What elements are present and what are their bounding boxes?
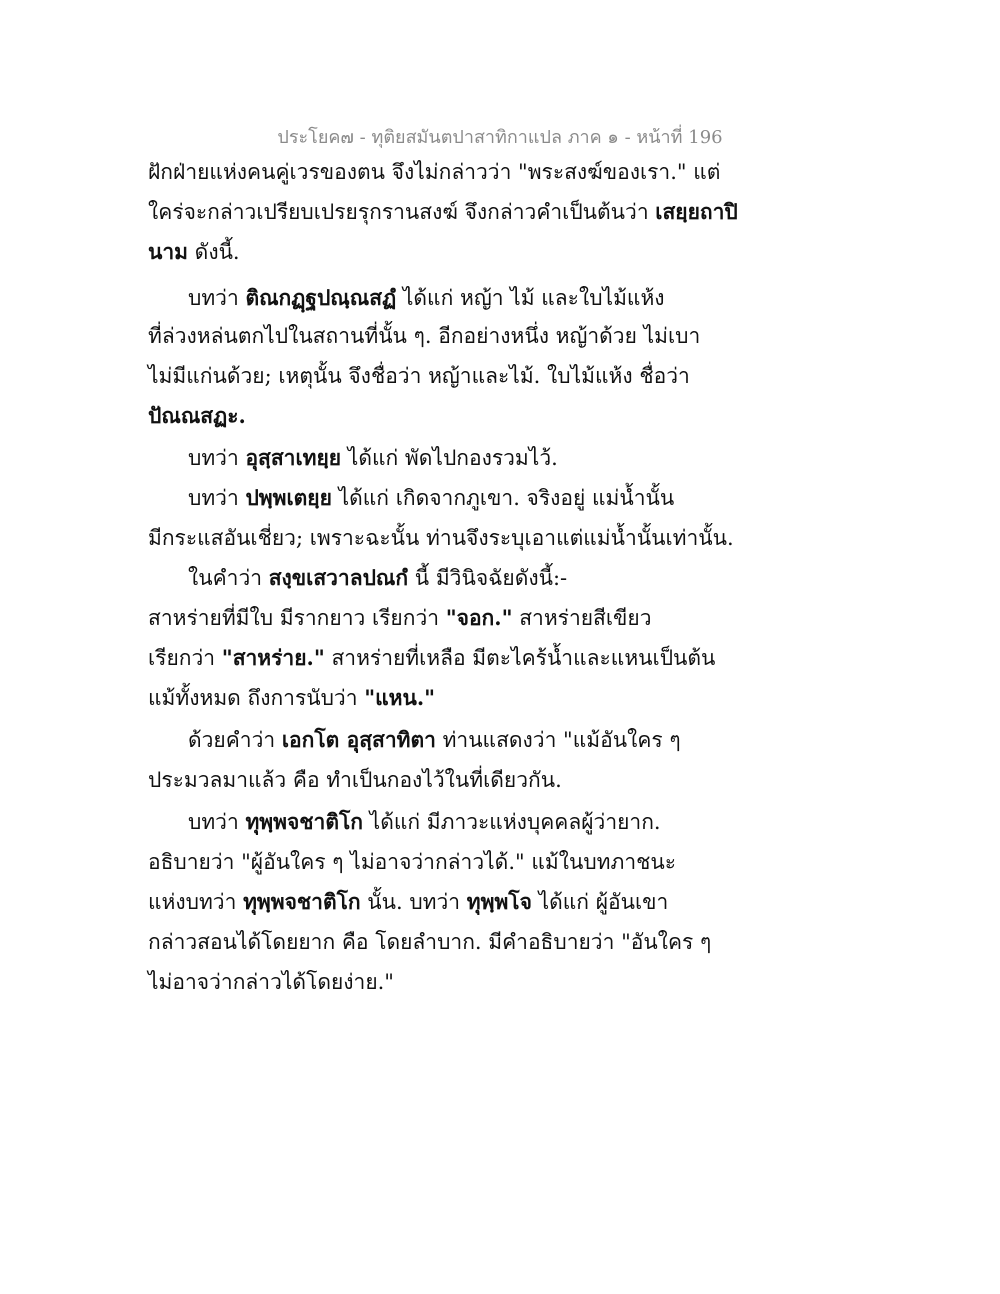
text-line	[188, 726, 681, 754]
text-segment: บทว่า	[188, 486, 246, 510]
text-line	[188, 444, 558, 472]
text-segment: ดังนี้.	[188, 240, 240, 264]
text-segment: ประมวลมาแล้ว คือ ทำเป็นกองไว้ในที่เดียวกัน.	[148, 768, 562, 792]
text-line	[188, 564, 567, 592]
bold-term: อุสฺสาเทยฺย	[245, 445, 342, 470]
text-segment: กล่าวสอนได้โดยยาก คือ โดยลำบาก. มีคำอธิบายว่า "อันใคร ๆ	[148, 930, 712, 954]
text-segment: บทว่า	[188, 810, 246, 834]
bold-term: สงฺขเสวาลปณกํ	[268, 565, 409, 590]
text-line	[148, 766, 562, 794]
text-line	[148, 644, 715, 672]
text-segment: ไม่อาจว่ากล่าวได้โดยง่าย."	[148, 970, 394, 994]
bold-term: ปัณณสฏะ.	[148, 403, 246, 428]
text-line	[148, 888, 668, 916]
text-line	[188, 284, 665, 312]
text-segment: ท่านแสดงว่า "แม้อันใคร ๆ	[435, 728, 681, 752]
text-segment: ใคร่จะกล่าวเปรียบเปรยรุกรานสงฆ์ จึงกล่าวคำเป็นต้นว่า	[148, 200, 656, 224]
text-line	[148, 198, 738, 226]
page-header: ประโยค๗ - ทุติยสมันตปาสาทิกาแปล ภาค ๑ - หน้าที่ 196	[277, 127, 723, 148]
text-segment: ฝักฝ่ายแห่งคนคู่เวรของตน จึงไม่กล่าวว่า "พระสงฆ์ของเรา." แต่	[148, 160, 721, 184]
text-segment: ได้แก่ พัดไปกองรวมไว้.	[341, 446, 558, 470]
text-segment: สาหร่ายที่มีใบ มีรากยาว เรียกว่า	[148, 606, 446, 630]
bold-term: เอกโต อุสฺสาทิตา	[281, 727, 436, 752]
text-line	[148, 158, 720, 186]
text-segment: ได้แก่ ผู้อันเขา	[531, 890, 669, 914]
bold-term: "สาหร่าย."	[221, 645, 325, 670]
text-segment: บทว่า	[188, 446, 246, 470]
bold-term: ปพฺพเตยฺย	[245, 485, 332, 510]
text-segment: ไม่มีแก่นด้วย; เหตุนั้น จึงชื่อว่า หญ้าและไม้. ใบไม้แห้ง ชื่อว่า	[148, 364, 690, 388]
text-segment: นั้น. บทว่า	[360, 890, 467, 914]
text-segment: นี้ มีวินิจฉัยดังนี้:-	[408, 566, 568, 590]
text-segment: สาหร่ายที่เหลือ มีตะไคร้น้ำและแหนเป็นต้น	[324, 646, 716, 670]
text-line	[148, 238, 240, 266]
bold-term: ติณกฏฺฐปณฺณสฏํ	[245, 285, 397, 310]
text-segment: แม้ทั้งหมด ถึงการนับว่า	[148, 686, 365, 710]
text-line	[148, 848, 676, 876]
text-line	[148, 362, 690, 390]
text-segment: ด้วยคำว่า	[188, 728, 282, 752]
text-line	[148, 322, 700, 350]
bold-term: "จอก."	[445, 605, 513, 630]
text-segment: ในคำว่า	[188, 566, 269, 590]
text-line	[188, 808, 661, 836]
text-segment: ได้แก่ เกิดจากภูเขา. จริงอยู่ แม่น้ำนั้น	[331, 486, 675, 510]
text-line	[148, 928, 711, 956]
text-segment: แห่งบทว่า	[148, 890, 244, 914]
text-segment: ที่ล่วงหล่นตกไปในสถานที่นั้น ๆ. อีกอย่างหนึ่ง หญ้าด้วย ไม่เบา	[148, 324, 701, 348]
bold-term: ทุพฺพจชาติโก	[243, 889, 361, 914]
text-line	[148, 524, 734, 552]
text-segment: มีกระแสอันเชี่ยว; เพราะฉะนั้น ท่านจึงระบุเอาแต่แม่น้ำนั้นเท่านั้น.	[148, 526, 734, 550]
text-segment: เรียกว่า	[148, 646, 222, 670]
text-segment: ได้แก่ มีภาวะแห่งบุคคลผู้ว่ายาก.	[362, 810, 661, 834]
text-line	[148, 684, 435, 712]
text-segment: ได้แก่ หญ้า ไม้ และใบไม้แห้ง	[396, 286, 665, 310]
text-line	[188, 484, 674, 512]
text-segment: บทว่า	[188, 286, 246, 310]
bold-term: นาม	[148, 239, 188, 264]
bold-term: เสยฺยถาปิ	[655, 199, 738, 224]
bold-term: ทุพฺพโจ	[466, 889, 532, 914]
text-segment: อธิบายว่า "ผู้อันใคร ๆ ไม่อาจว่ากล่าวได้." แม้ในบทภาชนะ	[148, 850, 677, 874]
text-line	[148, 968, 394, 996]
bold-term: ทุพฺพจชาติโก	[245, 809, 363, 834]
text-segment: สาหร่ายสีเขียว	[512, 606, 652, 630]
text-line	[148, 402, 246, 430]
text-line	[148, 604, 651, 632]
bold-term: "แหน."	[364, 685, 436, 710]
